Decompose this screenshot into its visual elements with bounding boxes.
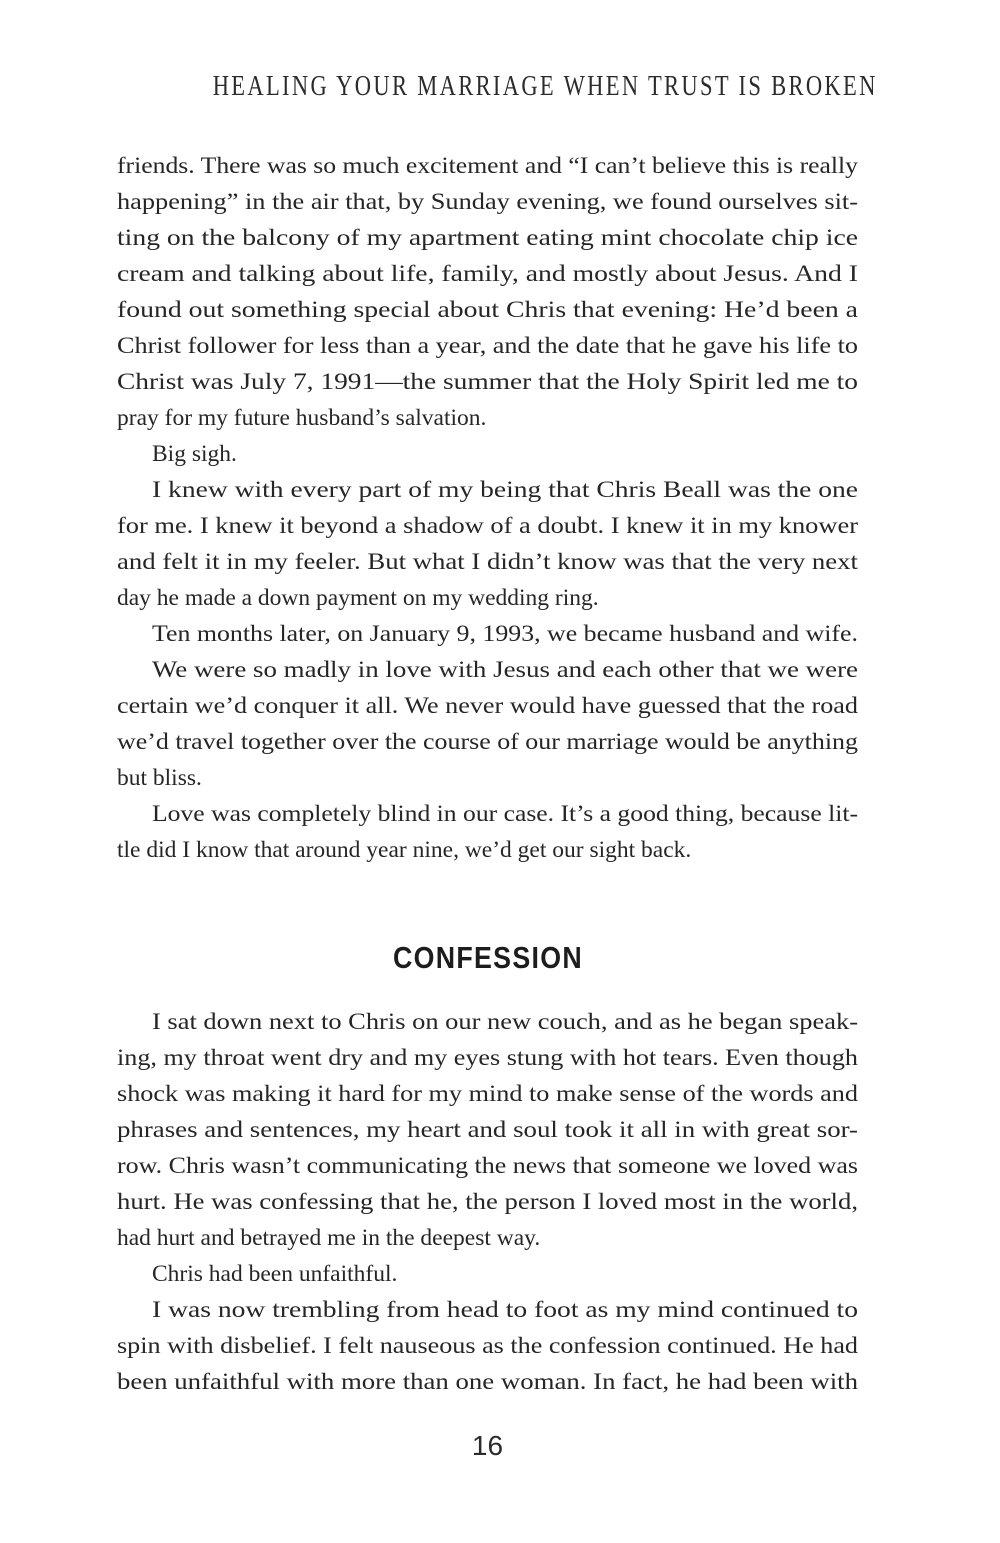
text-line: [117, 1292, 858, 1328]
section-heading-text: CONFESSION: [392, 940, 583, 975]
text-line: [117, 1220, 858, 1256]
text-line: [117, 616, 858, 652]
text-line-content: I was now trembling from head to foot as my mind continued to: [152, 1297, 858, 1323]
text-line: [117, 796, 858, 832]
text-line-content: spin with disbelief. I felt nauseous as the confession continued. He had: [117, 1333, 858, 1359]
text-line: [117, 292, 858, 328]
text-line-content: Big sigh.: [152, 441, 237, 467]
text-line-content: I knew with every part of my being that Chris Beall was the one: [152, 477, 858, 503]
text-line-content: pray for my future husband’s salvation.: [117, 405, 487, 431]
running-head-text: HEALING YOUR MARRIAGE WHEN TRUST IS BROKEN: [212, 70, 878, 102]
text-line-content: friends. There was so much excitement and “I can’t believe this is really: [117, 153, 858, 179]
text-line-content: ting on the balcony of my apartment eating mint chocolate chip ice: [117, 225, 858, 251]
text-line: [117, 1040, 858, 1076]
text-line: [117, 1004, 858, 1040]
text-line: [117, 472, 858, 508]
text-line: [117, 400, 858, 436]
text-line: [117, 436, 858, 472]
text-line-content: tle did I know that around year nine, we’d get our sight back.: [117, 837, 692, 863]
text-line: [117, 1364, 858, 1400]
text-line-content: Love was completely blind in our case. It’s a good thing, because lit-: [152, 801, 858, 827]
text-line-content: I sat down next to Chris on our new couch, and as he began speak-: [152, 1009, 859, 1035]
text-line: [117, 256, 858, 292]
text-line: [117, 580, 858, 616]
text-line: [117, 1112, 858, 1148]
text-line: [117, 220, 858, 256]
text-line: [117, 1148, 858, 1184]
page-number: [117, 1430, 858, 1462]
text-line-content: Christ follower for less than a year, and the date that he gave his life to: [117, 333, 858, 359]
text-line-content: Chris had been unfaithful.: [152, 1261, 398, 1287]
text-line-content: row. Chris wasn’t communicating the news that someone we loved was: [117, 1153, 858, 1179]
text-line: [117, 364, 858, 400]
text-line-content: for me. I knew it beyond a shadow of a doubt. I knew it in my knower: [117, 513, 858, 539]
text-line: [117, 184, 858, 220]
text-line: [117, 1076, 858, 1112]
text-line: [117, 328, 858, 364]
section-heading: [117, 940, 858, 976]
text-block-2: [117, 1004, 858, 1400]
text-line: [117, 544, 858, 580]
text-line-content: cream and talking about life, family, and mostly about Jesus. And I: [117, 261, 858, 287]
text-line-content: and felt it in my feeler. But what I didn’t know was that the very next: [117, 549, 858, 575]
text-line: [117, 148, 858, 184]
text-line: [117, 508, 858, 544]
text-line-content: We were so madly in love with Jesus and each other that we were: [152, 657, 858, 683]
text-line-content: Christ was July 7, 1991—the summer that the Holy Spirit led me to: [117, 369, 858, 395]
text-line: [117, 724, 858, 760]
text-line: [117, 760, 858, 796]
text-line-content: day he made a down payment on my wedding ring.: [117, 585, 599, 611]
text-line-content: ing, my throat went dry and my eyes stung with hot tears. Even though: [117, 1045, 858, 1071]
text-line: [117, 1328, 858, 1364]
page-number-text: 16: [471, 1430, 504, 1461]
text-line-content: phrases and sentences, my heart and soul took it all in with great sor-: [117, 1117, 858, 1143]
running-head: [117, 70, 878, 103]
text-line-content: been unfaithful with more than one woman. In fact, he had been with: [117, 1369, 858, 1395]
text-line-content: we’d travel together over the course of our marriage would be anything: [117, 729, 859, 755]
text-line-content: certain we’d conquer it all. We never would have guessed that the road: [117, 693, 858, 719]
text-line-content: hurt. He was confessing that he, the person I loved most in the world,: [117, 1189, 859, 1215]
text-line: [117, 688, 858, 724]
text-line-content: Ten months later, on January 9, 1993, we became husband and wife.: [152, 621, 858, 647]
text-line-content: found out something special about Chris that evening: He’d been a: [117, 297, 858, 323]
text-line: [117, 652, 858, 688]
text-block-1: [117, 148, 858, 868]
text-line-content: shock was making it hard for my mind to make sense of the words and: [117, 1081, 858, 1107]
text-line-content: but bliss.: [117, 765, 202, 791]
text-line: [117, 1184, 858, 1220]
text-line: [117, 832, 858, 868]
text-line-content: happening” in the air that, by Sunday evening, we found ourselves sit-: [117, 189, 858, 215]
text-line: [117, 1256, 858, 1292]
text-line-content: had hurt and betrayed me in the deepest way.: [117, 1225, 541, 1251]
